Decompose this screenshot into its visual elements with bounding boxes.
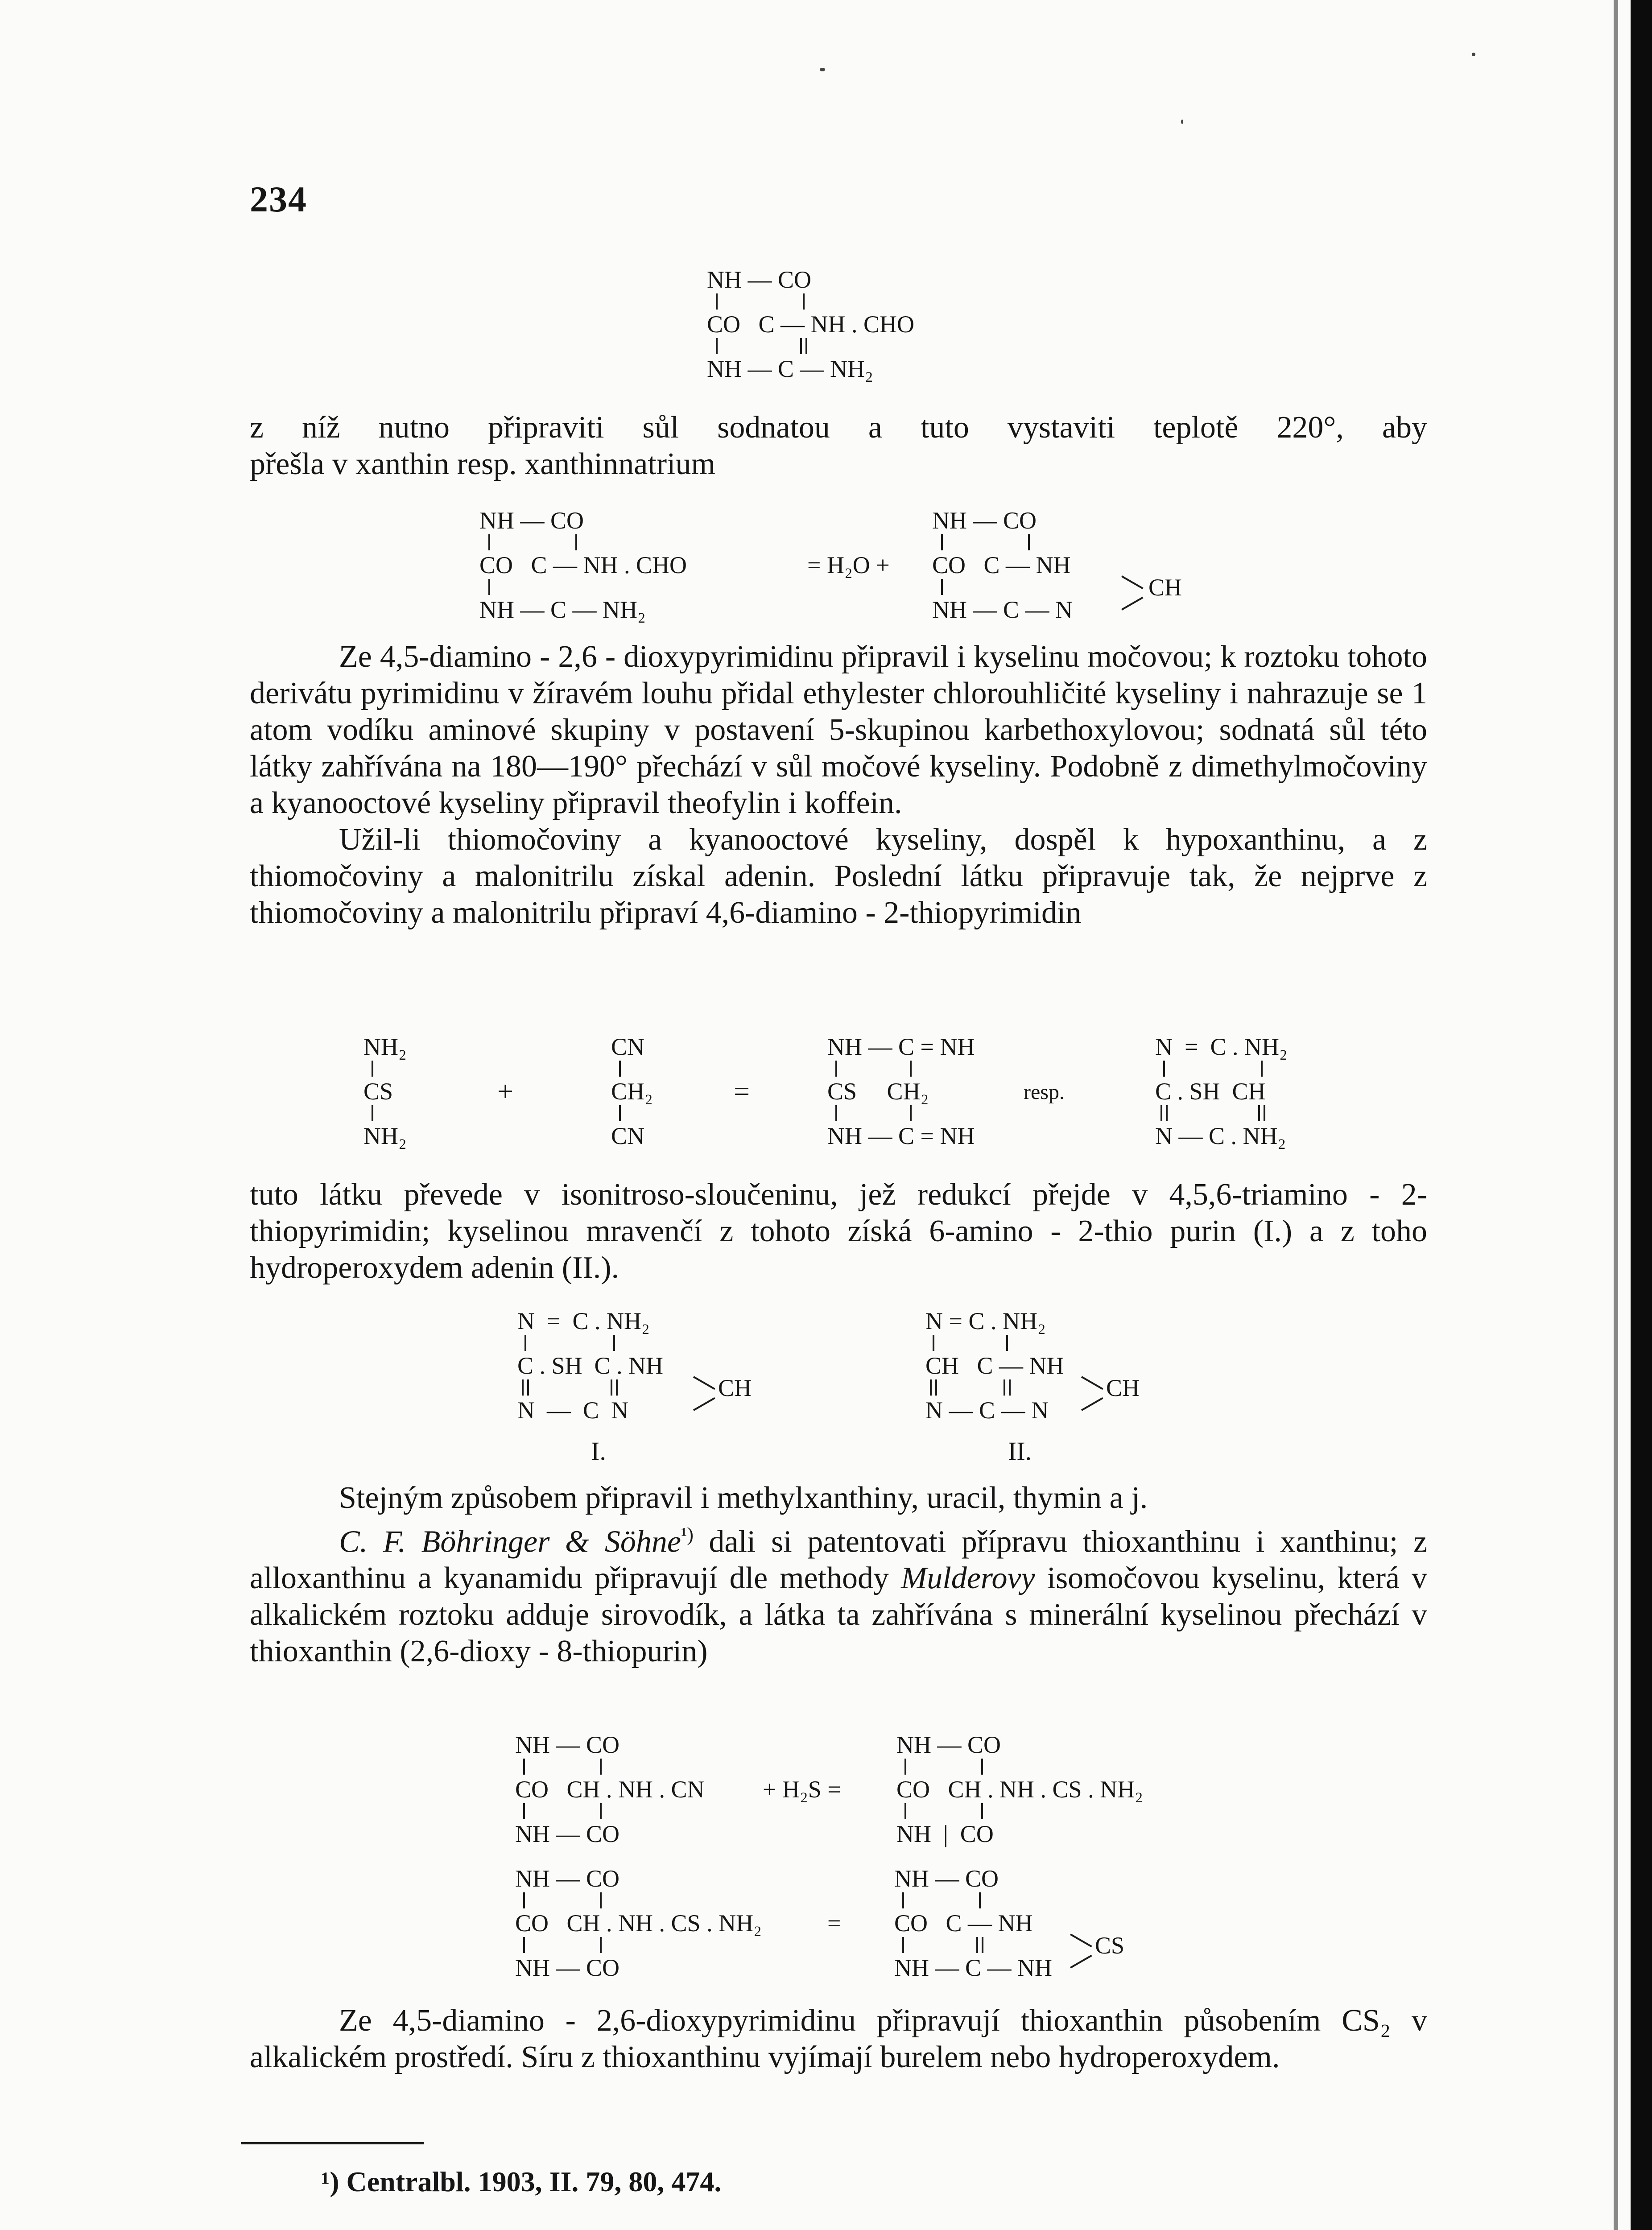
formula-row: NH — CO — [894, 1865, 999, 1892]
bond-line — [1070, 1933, 1092, 1947]
bond-line — [800, 338, 802, 354]
text-paragraph: Ze 4,5-diamino - 2,6 - dioxypyrimidinu připravil i kyselinu močovou; k roztoku tohoto derivátu pyrimidinu v žíravém louhu přidal ethylester chlorouhličité kyseliny i nahrazuje se 1 atom vodíku aminové skupiny v postavení 5-skupinou karbethoxylovou; sodnatá sůl této látky zahřívána na 180—190° přechází v sůl močové kyseliny. Podobně z dimethylmočoviny a kyanooctové kyseliny připravil theofylin i koffein. — [250, 640, 1427, 820]
formula-row: NH₂ — [363, 1123, 407, 1149]
bond-line — [1166, 1105, 1168, 1121]
bond-line — [488, 534, 490, 550]
author-name: C. F. Böhringer & Söhne — [339, 1524, 681, 1559]
bond-line — [716, 338, 718, 354]
bond-line — [935, 1379, 937, 1396]
bond-line — [600, 1803, 602, 1819]
paragraph — [250, 1480, 1427, 1670]
bond-line — [1070, 1955, 1092, 1969]
bond-line — [933, 1335, 934, 1351]
bond-line — [523, 1937, 525, 1953]
bond-line — [1261, 1061, 1263, 1077]
bond-line — [941, 579, 943, 595]
scan-border-right — [1631, 0, 1652, 2230]
bond-line — [910, 1061, 912, 1077]
bond-line — [1163, 1061, 1165, 1077]
formula-group: CH — [1106, 1375, 1140, 1401]
formula-row: CO C — NH — [894, 1910, 1033, 1937]
formula-row: NH — C — N — [932, 596, 1073, 623]
bond-line — [372, 1105, 373, 1121]
method-name: Mulderovy — [900, 1561, 1035, 1596]
formula-row: CS — [363, 1078, 393, 1105]
formula-row: N = C . NH₂ — [517, 1308, 650, 1334]
bond-line — [600, 1759, 602, 1775]
bond-line — [976, 1937, 978, 1953]
bond-line — [372, 1061, 373, 1077]
bond-line — [1006, 1335, 1008, 1351]
formula-row: NH — CO — [515, 1821, 620, 1847]
equation-operator: = H₂O + — [807, 552, 890, 578]
equation-operator: + H₂S = — [763, 1776, 841, 1803]
footnote-rule — [241, 2142, 424, 2144]
bond-line — [1004, 1379, 1005, 1396]
bond-line — [902, 1937, 904, 1953]
formula-row: NH — CO — [515, 1954, 620, 1981]
bond-line — [600, 1937, 602, 1953]
text-paragraph: tuto látku převede v isonitroso-sloučeninu, jež redukcí přejde v 4,5,6-triamino - 2-thiopyrimidin; kyselinou mravenčí z tohoto získá 6-amino - 2-thio purin (I.) a z toho hydroperoxydem adenin (II.). — [250, 1177, 1427, 1285]
bond-line — [693, 1376, 715, 1390]
bond-line — [616, 1379, 618, 1396]
footnote-marker: ¹) — [681, 1524, 694, 1545]
formula-row: NH | CO — [896, 1821, 994, 1847]
footnote: ¹) Centralbl. 1903, II. 79, 80, 474. — [321, 2166, 722, 2197]
formula-row: CN — [611, 1033, 645, 1060]
bond-line — [523, 1803, 525, 1819]
text-paragraph: Užil-li thiomočoviny a kyanooctové kyseliny, dospěl k hypoxanthinu, a z thiomočoviny a malonitrilu získal adenin. Poslední látku připravuje tak, že nejprve z thiomočoviny a malonitrilu připraví 4,6-diamino - 2-thiopyrimidin — [250, 822, 1427, 930]
equation-operator: = — [827, 1910, 841, 1937]
text-line: přešla v xanthin resp. xanthinnatrium — [250, 447, 715, 481]
bond-line — [805, 338, 807, 354]
formula-row: NH — CO — [515, 1731, 620, 1758]
bond-line — [488, 579, 490, 595]
scan-speck — [820, 68, 825, 71]
bond-line — [527, 1379, 529, 1396]
scan-speck — [1472, 53, 1475, 56]
formula-row: N = C . NH₂ — [1155, 1033, 1288, 1060]
formula-row: NH — C — NH₂ — [479, 596, 646, 623]
bond-line — [619, 1105, 621, 1121]
bond-line — [981, 1803, 983, 1819]
bond-line — [613, 1335, 615, 1351]
page-number: 234 — [250, 179, 307, 219]
formula-row: NH₂ — [363, 1033, 407, 1060]
formula-row: CO C — NH . CHO — [707, 311, 915, 338]
formula-label: II. — [1008, 1437, 1032, 1466]
formula-label: resp. — [1024, 1080, 1065, 1104]
formula-thioxanthine-step1 — [515, 1733, 1211, 1849]
formula-row: CO C — NH — [932, 552, 1071, 578]
bond-line — [904, 1759, 906, 1775]
formula-row: NH — CO — [932, 507, 1037, 534]
formula-row: CO CH . NH . CS . NH₂ — [515, 1910, 762, 1937]
formula-row: C . SH C . NH — [517, 1352, 664, 1379]
text-paragraph — [250, 1516, 1427, 1670]
bond-line — [979, 1892, 981, 1908]
formula-row: NH — CO — [515, 1865, 620, 1892]
formula-group: CH — [1148, 574, 1182, 601]
formula-row: C . SH CH — [1155, 1078, 1266, 1105]
bond-line — [1264, 1105, 1265, 1121]
bond-line — [619, 1061, 621, 1077]
formula-row: CN — [611, 1123, 645, 1149]
equation-operator: = — [734, 1075, 750, 1107]
bond-line — [523, 1759, 525, 1775]
bond-line — [611, 1379, 612, 1396]
formula-row: CH₂ — [611, 1078, 653, 1105]
equation-operator: + — [497, 1075, 514, 1107]
formula-row: NH — CO — [479, 507, 584, 534]
bond-line — [1161, 1105, 1162, 1121]
formula-row: NH — CO — [707, 266, 812, 293]
bond-line — [522, 1379, 524, 1396]
text-line: z níž nutno připraviti sůl sodnatou a tuto vystaviti teplotě 220°, aby — [250, 410, 1427, 445]
formula-thiopurine-adenine — [517, 1308, 1169, 1466]
paragraph — [250, 2003, 1427, 2076]
formula-diaminouracil-formyl — [707, 268, 1019, 388]
bond-line — [930, 1379, 932, 1396]
formula-row: CH C — NH — [925, 1352, 1064, 1379]
bond-line — [693, 1397, 715, 1411]
formula-label: I. — [591, 1437, 606, 1466]
text-run: isomočovou kyselinu, která v alkalickém roztoku adduje sirovodík, a látka ta zahřívána s minerální kyselinou přechází v thioxanthin (2,6-dioxy - 8-thiopurin) — [250, 1561, 1428, 1669]
formula-row: NH — C — NH — [894, 1954, 1053, 1981]
bond-line — [1009, 1379, 1011, 1396]
bond-line — [910, 1105, 912, 1121]
bond-line — [1121, 597, 1144, 611]
bond-line — [600, 1892, 602, 1908]
formula-row: NH — CO — [896, 1731, 1001, 1758]
formula-row: NH — C = NH — [827, 1033, 975, 1060]
bond-line — [1028, 534, 1030, 550]
formula-group: CH — [718, 1375, 752, 1401]
text-run: dali si patentovati přípravu thioxanthinu i xanthinu; z alloxanthinu a kyanamidu připravují dle methody — [250, 1524, 1428, 1596]
bond-line — [981, 1759, 983, 1775]
bond-line — [1121, 575, 1144, 589]
formula-xanthin-ring-closure — [479, 508, 1215, 629]
bond-line — [982, 1937, 983, 1953]
scan-speck — [1181, 120, 1183, 124]
formula-row: NH — C — NH₂ — [707, 355, 873, 382]
formula-row: CO C — NH . CHO — [479, 552, 687, 578]
formula-row: N — C N — [517, 1397, 629, 1424]
bond-line — [902, 1892, 904, 1908]
formula-row: N = C . NH₂ — [925, 1308, 1046, 1334]
formula-thiourea-malonitrile — [363, 1035, 1336, 1151]
bond-line — [1081, 1376, 1103, 1390]
paragraph — [250, 1177, 1427, 1286]
bond-line — [1258, 1105, 1260, 1121]
text-paragraph: Ze 4,5-diamino - 2,6-dioxypyrimidinu připravují thioxanthin působením CS₂ v alkalickém prostředí. Síru z thioxanthinu vyjímají burelem nebo hydroperoxydem. — [250, 2003, 1427, 2074]
bond-line — [803, 293, 805, 310]
formula-row: N — C — N — [925, 1397, 1049, 1424]
formula-row: CO CH . NH . CS . NH₂ — [896, 1776, 1143, 1803]
bond-line — [523, 1892, 525, 1908]
bond-line — [575, 534, 577, 550]
paragraph — [250, 639, 1427, 931]
bond-line — [904, 1803, 906, 1819]
text-line: Stejným způsobem připravil i methylxanthiny, uracil, thymin a j. — [339, 1481, 1148, 1515]
formula-row: N — C . NH₂ — [1155, 1123, 1286, 1149]
bond-line — [716, 293, 718, 310]
page-edge-line — [1614, 0, 1618, 2230]
formula-group: CS — [1095, 1932, 1125, 1959]
formula-thioxanthine-step2 — [515, 1867, 1148, 1982]
bond-line — [525, 1335, 526, 1351]
bond-line — [835, 1061, 837, 1077]
formula-row: CO CH . NH . CN — [515, 1776, 705, 1803]
bond-line — [941, 534, 943, 550]
formula-row: NH — C = NH — [827, 1123, 975, 1149]
paragraph — [250, 409, 1427, 483]
bond-line — [835, 1105, 837, 1121]
bond-line — [1081, 1397, 1103, 1411]
formula-row: CS CH₂ — [827, 1078, 929, 1105]
